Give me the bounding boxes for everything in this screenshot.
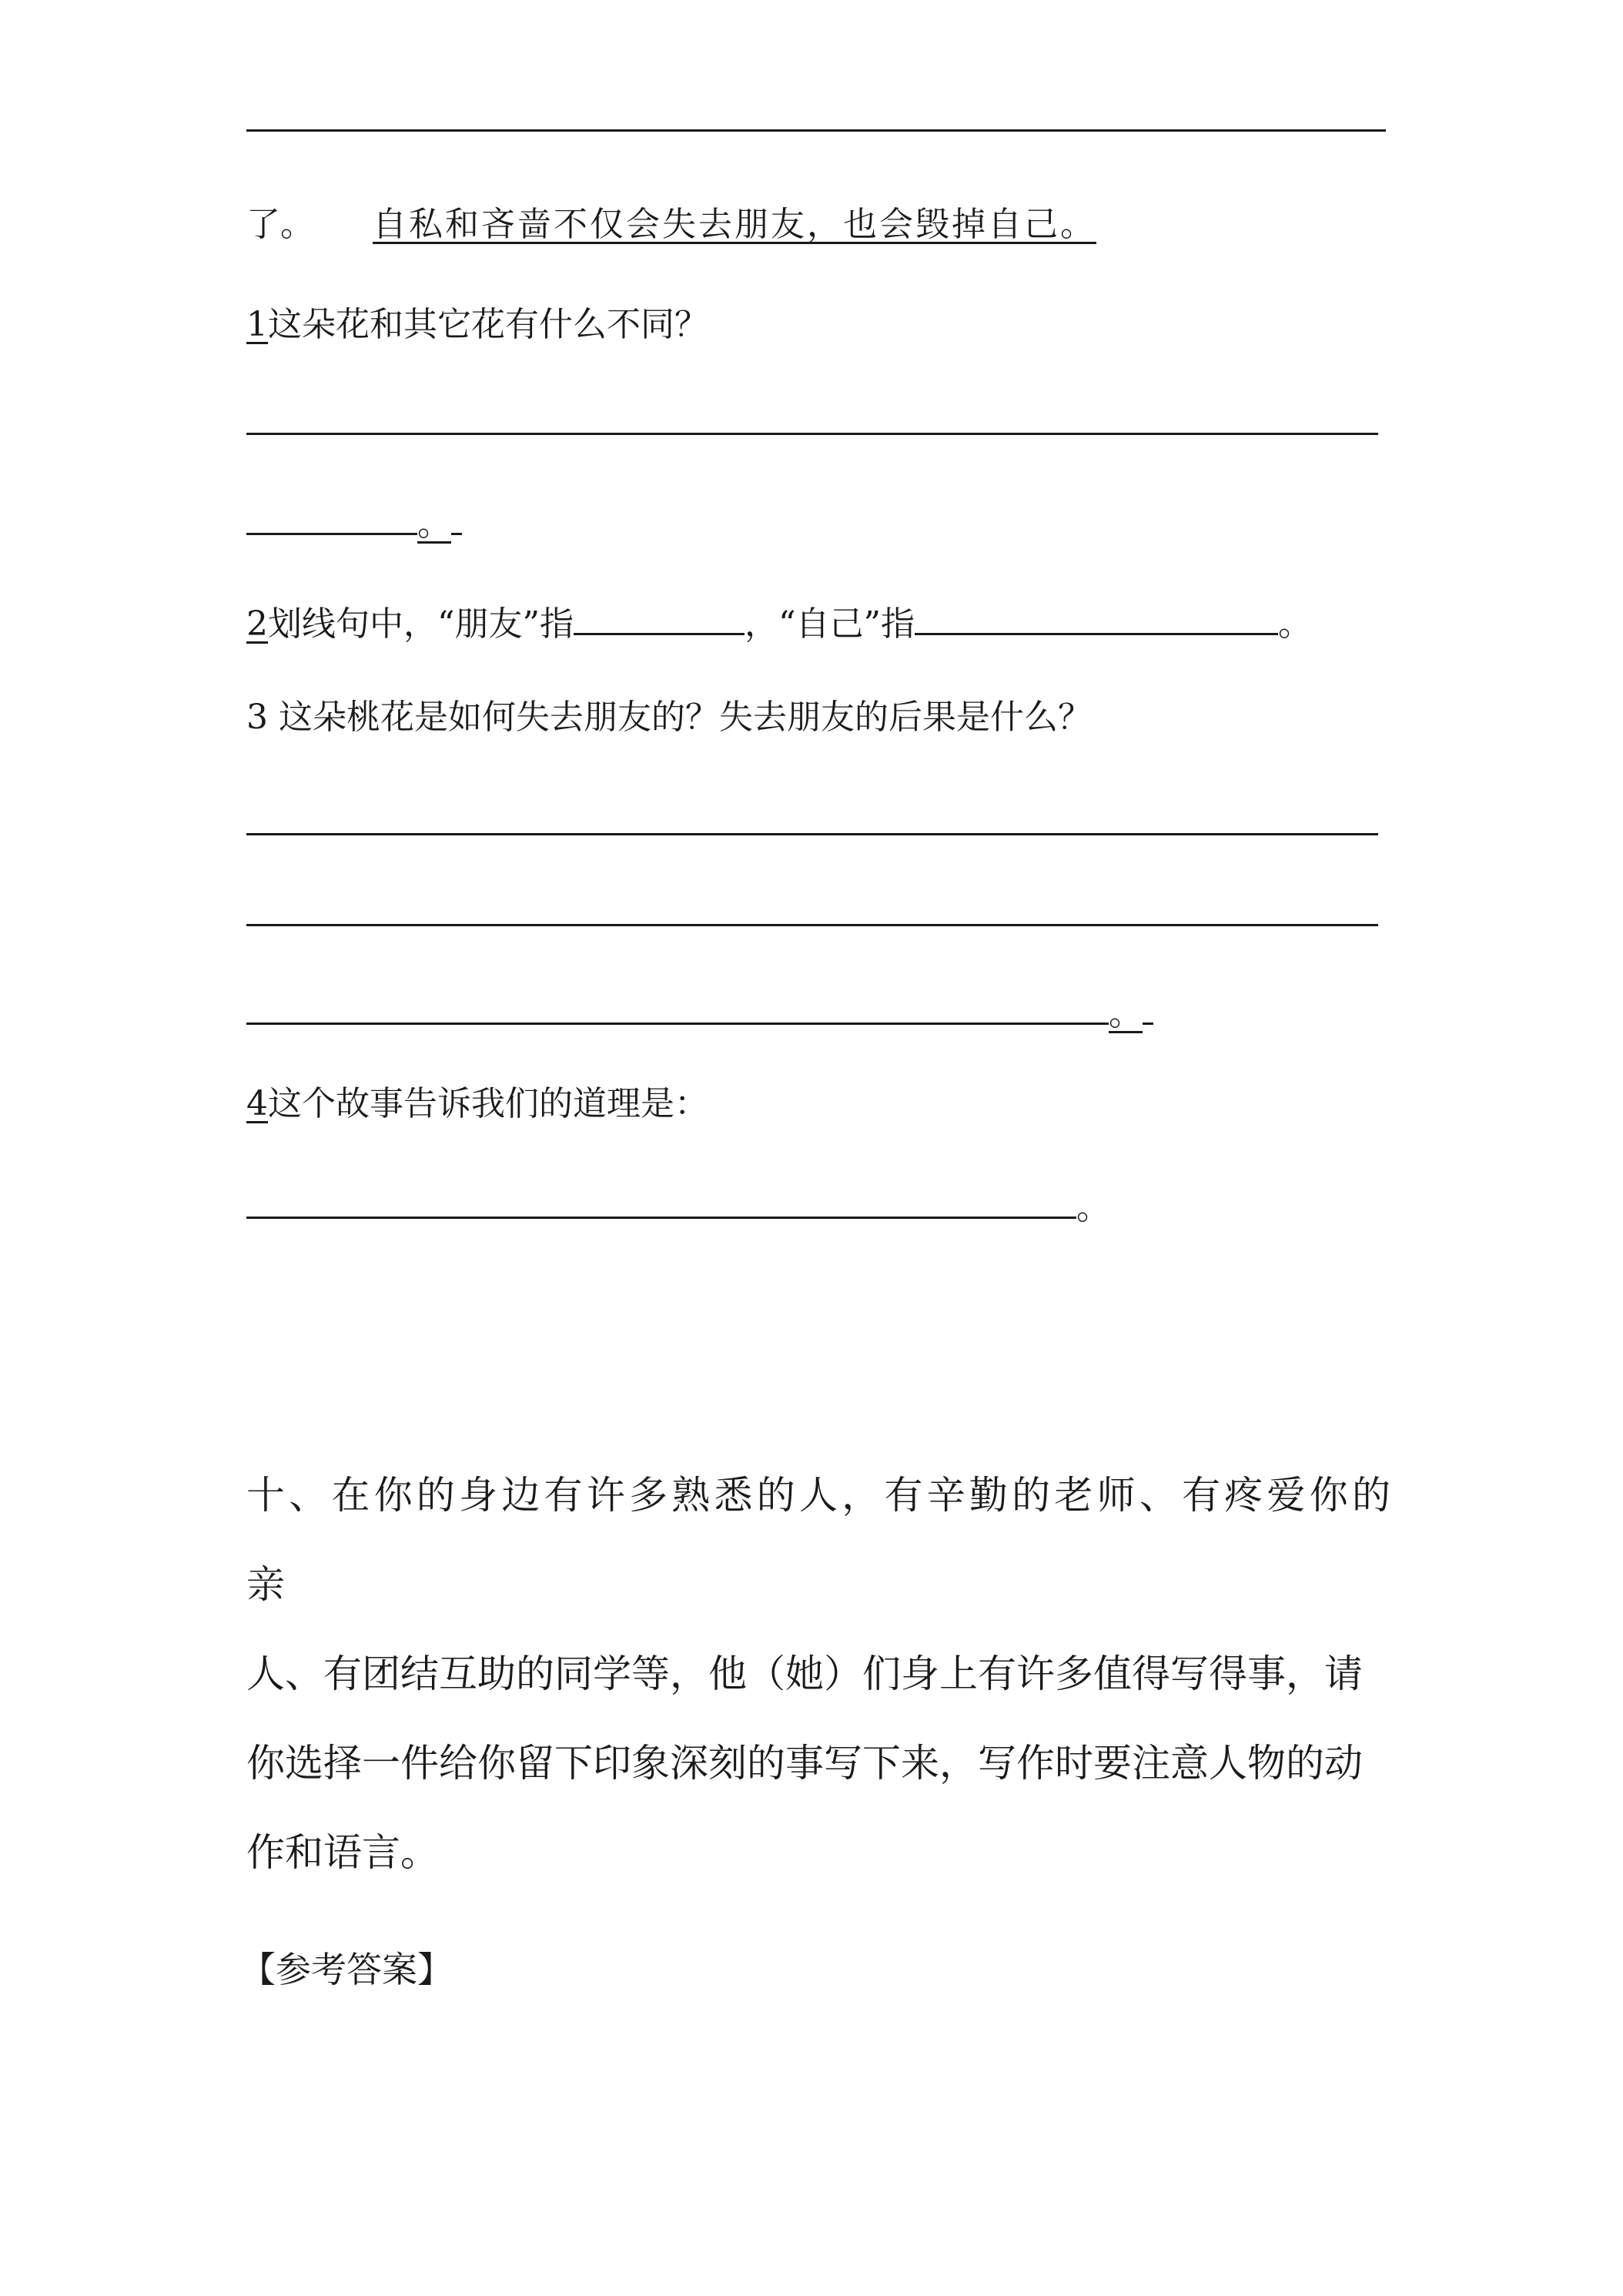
question-1-end: 。 bbox=[417, 504, 451, 544]
answer-blank-q1[interactable] bbox=[246, 497, 417, 535]
question-1 bbox=[246, 303, 708, 346]
passage-ending bbox=[246, 203, 1096, 246]
question-3-end: 。 bbox=[1109, 994, 1143, 1033]
question-2 bbox=[246, 597, 1312, 646]
answer-line-q3-2 bbox=[246, 924, 1378, 926]
answer-line-q1-2 bbox=[246, 497, 462, 546]
question-2-text-a: 划线句中，“朋友”指 bbox=[268, 604, 574, 644]
underlined-sentence: 自私和吝啬不仅会失去朋友，也会毁掉自己。 bbox=[373, 205, 1096, 244]
question-4-end: 。 bbox=[1076, 1188, 1110, 1227]
question-4-number: 4 bbox=[246, 1084, 268, 1123]
answer-line-q1-1 bbox=[246, 433, 1378, 435]
answer-blank-q4[interactable] bbox=[246, 1181, 1076, 1219]
question-3 bbox=[246, 696, 1092, 739]
essay-line-3: 你选择一件给你留下印象深刻的事写下来，写作时要注意人物的动 bbox=[246, 1741, 1363, 1786]
answer-blank-self[interactable] bbox=[915, 597, 1278, 635]
answer-heading: 【参考答案】 bbox=[240, 1949, 453, 1990]
passage-fragment: 了。 bbox=[246, 205, 314, 244]
question-1-text: 这朵花和其它花有什么不同？ bbox=[268, 305, 708, 344]
question-1-number: 1 bbox=[246, 305, 268, 344]
question-2-number: 2 bbox=[246, 604, 268, 644]
answer-line-top bbox=[246, 129, 1386, 132]
question-2-end: 。 bbox=[1278, 604, 1312, 644]
answer-blank-q3[interactable] bbox=[246, 987, 1109, 1025]
essay-line-1: 十、在你的身边有许多熟悉的人，有辛勤的老师、有疼爱你的亲 bbox=[246, 1473, 1394, 1607]
essay-line-4: 作和语言。 bbox=[246, 1830, 439, 1875]
answer-line-q3-1 bbox=[246, 833, 1378, 835]
question-3-text: 这朵桃花是如何失去朋友的？失去朋友的后果是什么？ bbox=[279, 698, 1092, 737]
question-2-text-b: ，“自己”指 bbox=[745, 604, 915, 644]
question-4 bbox=[246, 1083, 708, 1126]
answer-blank-friend[interactable] bbox=[574, 597, 745, 635]
essay-prompt bbox=[246, 1451, 1394, 1897]
essay-line-2: 人、有团结互助的同学等，他（她）们身上有许多值得写得事，请 bbox=[246, 1652, 1363, 1696]
answer-line-q4 bbox=[246, 1181, 1110, 1230]
answer-line-q3-3 bbox=[246, 987, 1153, 1036]
question-3-number: 3 bbox=[246, 698, 268, 737]
question-4-text: 这个故事告诉我们的道理是： bbox=[268, 1084, 708, 1123]
